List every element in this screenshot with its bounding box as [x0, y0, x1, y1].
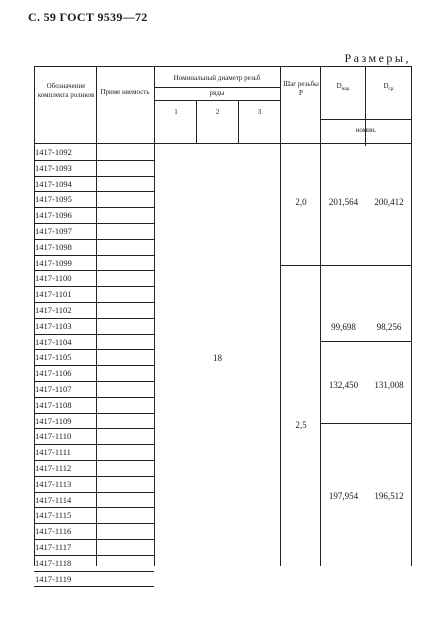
col-line-2: [154, 66, 155, 566]
diameter-row2-value: 18: [213, 353, 222, 363]
table-row-rule: [34, 255, 154, 256]
group-separator-2: [320, 341, 412, 342]
table-row-code: 1417-1105: [35, 352, 72, 363]
table-row-rule: [34, 223, 154, 224]
header-nominal-diameter: Номинальный диаметр резьб: [173, 74, 261, 82]
group-separator-3: [320, 423, 412, 424]
d-outer-group-2: 99,698: [331, 322, 356, 332]
col-line-4: [320, 66, 321, 566]
table-row-code: 1417-1119: [35, 573, 72, 584]
group-separator-1: [280, 265, 412, 266]
table-row-rule: [34, 460, 154, 461]
table-row-rule: [34, 539, 154, 540]
table-row-code: 1417-1111: [35, 447, 71, 458]
table-top-border: [34, 66, 412, 67]
table-row-rule: [34, 349, 154, 350]
d-avg-group-2: 98,256: [376, 322, 402, 332]
header-application: Приме няемость: [100, 88, 150, 96]
table-row-code: 1417-1095: [35, 194, 72, 205]
table-row-rule: [34, 365, 154, 366]
d-outer-group-3: 132,450: [328, 380, 359, 390]
table-row-code: 1417-1104: [35, 336, 72, 347]
table-row-rule: [34, 397, 154, 398]
d-outer-group-1: 201,564: [328, 197, 359, 207]
table-row-rule: [34, 444, 154, 445]
table-row-code: 1417-1094: [35, 178, 72, 189]
table-row-rule: [34, 191, 154, 192]
page-header: С. 59 ГОСТ 9539—72: [28, 10, 148, 24]
table-row-code: 1417-1098: [35, 241, 72, 252]
table-right-border: [411, 66, 412, 566]
header-row-2: 2: [215, 108, 220, 116]
table-row-rule: [34, 207, 154, 208]
table-row-rule: [34, 586, 154, 587]
table-row-rule: [34, 428, 154, 429]
header-pitch: Шаг резьбы P: [283, 80, 319, 97]
header-bottom-border: [34, 143, 412, 144]
table-row-code: 1417-1109: [35, 415, 72, 426]
table-row-code: 1417-1096: [35, 210, 72, 221]
table-row-rule: [34, 523, 154, 524]
table-row-code: 1417-1118: [35, 557, 72, 568]
spec-table: [34, 66, 412, 584]
header-row-1: 1: [174, 108, 178, 116]
table-row-code: 1417-1101: [35, 289, 72, 300]
pitch-value-2: 2,5: [295, 420, 307, 430]
table-row-rule: [34, 334, 154, 335]
table-row-code: 1417-1117: [35, 542, 72, 552]
table-row-code: 1417-1113: [35, 478, 72, 489]
table-row-rule: [34, 270, 154, 271]
table-row-code: 1417-1107: [35, 384, 72, 394]
header-nominal: номин.: [355, 126, 377, 134]
header-rule-rows: [154, 100, 280, 101]
table-row-rule: [34, 318, 154, 319]
d-avg-group-1: 200,412: [374, 197, 404, 207]
table-row-rule: [34, 239, 154, 240]
table-row-rule: [34, 476, 154, 477]
units-label: Размеры,: [344, 51, 411, 65]
table-row-rule: [34, 492, 154, 493]
table-row-code: 1417-1110: [35, 431, 72, 442]
table-row-rule: [34, 160, 154, 161]
table-row-code: 1417-1103: [35, 320, 72, 331]
table-row-code: 1417-1092: [35, 147, 72, 157]
header-d-avg: $D_{ср.}$: [383, 82, 395, 92]
table-row-rule: [34, 176, 154, 177]
table-row-code: 1417-1102: [35, 305, 72, 315]
header-rows: ряды: [209, 89, 225, 97]
table-row-code: 1417-1115: [35, 510, 72, 521]
table-row-rule: [34, 571, 154, 572]
header-rule-diameter: [154, 87, 280, 88]
table-row-rule: [34, 413, 154, 414]
table-row-rule: [34, 286, 154, 287]
d-avg-group-4: 196,512: [374, 491, 404, 501]
col-line-row2: [196, 100, 197, 144]
d-avg-group-3: 131,008: [374, 380, 404, 390]
header-d-outer: $D_{нар.}$: [336, 82, 351, 92]
table-row-rule: [34, 302, 154, 303]
col-line-3: [280, 66, 281, 566]
col-line-row3: [238, 100, 239, 144]
header-rule-nominal: [320, 119, 412, 120]
table-row-code: 1417-1099: [35, 257, 72, 268]
table-row-code: 1417-1100: [35, 273, 72, 284]
table-row-rule: [34, 507, 154, 508]
table-row-rule: [34, 381, 154, 382]
pitch-value-1: 2,0: [295, 197, 307, 207]
header-row-3: 3: [257, 108, 262, 116]
table-row-code: 1417-1093: [35, 162, 72, 173]
table-row-code: 1417-1112: [35, 463, 72, 473]
table-row-rule: [34, 555, 154, 556]
table-row-code: 1417-1108: [35, 399, 72, 410]
table-row-code: 1417-1116: [35, 526, 72, 537]
d-outer-group-4: 197,954: [328, 491, 359, 501]
table-row-code: 1417-1097: [35, 226, 72, 236]
table-row-code: 1417-1106: [35, 368, 72, 379]
table-row-code: 1417-1114: [35, 494, 72, 505]
header-designation: Обозначение комплекта роликов: [37, 82, 95, 99]
